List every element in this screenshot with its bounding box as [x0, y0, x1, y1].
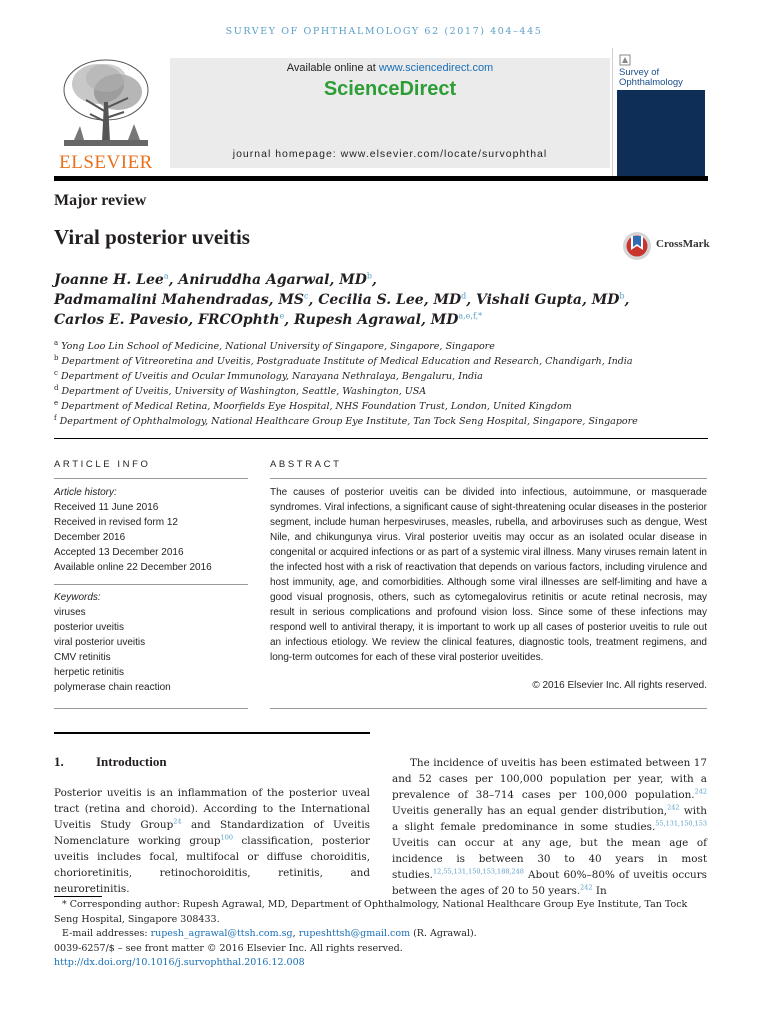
body-text: In	[592, 885, 607, 897]
author-2[interactable]	[178, 272, 372, 288]
affiliation-key: b	[54, 353, 59, 362]
footnote-rule	[54, 896, 102, 897]
abstract-copyright: © 2016 Elsevier Inc. All rights reserved.	[532, 680, 707, 691]
crossmark-badge[interactable]	[622, 228, 712, 264]
body-text: About 60%–80% of uveitis occurs between the ages of 20 to 50 years.	[392, 869, 707, 897]
elsevier-wordmark: ELSEVIER	[59, 152, 153, 173]
citation-ref[interactable]: 242	[694, 787, 707, 796]
abstract-bottom-rule	[270, 708, 707, 709]
cover-band	[617, 90, 705, 176]
affiliation-f	[54, 414, 708, 429]
affiliation-text: Department of Uveitis, University of Washington, Seattle, Washington, USA	[61, 386, 427, 397]
author-separator: ,	[308, 292, 319, 308]
author-4[interactable]	[318, 292, 466, 308]
author-1[interactable]	[54, 272, 169, 288]
body-text: with a slight female predominance in some studies.	[392, 805, 707, 833]
author-affiliation-marker[interactable]: e	[279, 311, 285, 321]
sciencedirect-banner	[170, 58, 610, 168]
article-title: Viral posterior uveitis	[54, 225, 250, 249]
article-info-heading: ARTICLE INFO	[54, 459, 151, 470]
abstract-heading: ABSTRACT	[270, 459, 342, 470]
section-rule	[54, 732, 370, 734]
journal-cover-thumbnail[interactable]	[612, 48, 708, 176]
keywords	[54, 590, 248, 695]
author-name: Rupesh Agrawal, MD	[293, 312, 459, 328]
citation-ref[interactable]: 242	[580, 883, 593, 892]
author-separator: ,	[466, 292, 476, 308]
author-separator: ,	[372, 272, 377, 288]
body-text: Uveitis can occur at any age, but the mean age of incidence is between 30 to 40 years in most studies.	[392, 837, 707, 881]
author-separator: ,	[168, 272, 179, 288]
sciencedirect-link[interactable]: www.sciencedirect.com	[378, 62, 494, 74]
history-available-online: Available online 22 December 2016	[54, 562, 212, 573]
author-separator: ,	[624, 292, 630, 308]
email-separator: ,	[292, 928, 299, 939]
affiliation-text: Yong Loo Lin School of Medicine, National University of Singapore, Singapore, Singapore	[61, 341, 495, 352]
keyword-item[interactable]: herpetic retinitis	[54, 667, 125, 678]
affiliation-text: Department of Uveitis and Ocular Immunology, Narayana Nethralaya, Bengaluru, India	[60, 371, 483, 382]
sciencedirect-logo[interactable]: ScienceDirect	[323, 78, 457, 100]
keyword-item[interactable]: polymerase chain reaction	[54, 682, 171, 693]
history-accepted: Accepted 13 December 2016	[54, 547, 184, 558]
footnotes	[54, 898, 708, 971]
keyword-item[interactable]: posterior uveitis	[54, 622, 125, 633]
keyword-item[interactable]: viruses	[54, 607, 86, 618]
affiliation-key: c	[54, 368, 58, 377]
author-name: Padmamalini Mahendradas, MS	[54, 292, 304, 308]
affiliation-key: d	[54, 383, 59, 392]
article-type: Major review	[54, 192, 147, 209]
article-info-bottom-rule	[54, 708, 248, 709]
crossmark-icon	[622, 228, 652, 264]
section-title: Introduction	[96, 754, 167, 769]
author-separator: ,	[284, 312, 294, 328]
author-name: Joanne H. Lee	[54, 272, 164, 288]
journal-masthead	[54, 48, 708, 176]
affiliation-key: a	[54, 338, 59, 347]
body-text: Uveitis generally has an equal gender distribution,	[392, 805, 668, 817]
masthead-rule	[54, 176, 708, 181]
elsevier-logo[interactable]	[54, 52, 158, 174]
citation-ref[interactable]: 24	[173, 817, 182, 826]
history-revised-date: December 2016	[54, 532, 126, 543]
author-3[interactable]	[54, 292, 308, 308]
cover-title-line-2: Ophthalmology	[619, 77, 683, 88]
intro-right-column	[392, 755, 707, 899]
keywords-rule	[54, 584, 248, 585]
section-number: 1.	[54, 754, 64, 769]
history-revised: Received in revised form 12	[54, 517, 178, 528]
affiliation-text: Department of Medical Retina, Moorfields Eye Hospital, NHS Foundation Trust, London, United Kingdom	[61, 401, 572, 412]
author-name: Cecilia S. Lee, MD	[318, 292, 462, 308]
body-text: The incidence of uveitis has been estimated between 17 and 52 cases per 100,000 population per year, with a prevalence of 38–714 cases per 100,000 population.	[392, 757, 707, 801]
citation-ref[interactable]: 55,131,150,153	[655, 819, 707, 828]
abstract-rule	[270, 478, 707, 479]
affiliation-key: e	[54, 398, 59, 407]
available-online-label: Available online at	[286, 62, 379, 74]
section-heading-introduction	[54, 754, 167, 770]
citation-ref[interactable]: 12,55,131,150,153,188,248	[432, 867, 524, 876]
author-affiliation-marker[interactable]: b	[619, 291, 625, 301]
header-rule	[54, 438, 708, 439]
affiliation-text: Department of Vitreoretina and Uveitis, Postgraduate Institute of Medical Education and Research, Chandigarh, India	[61, 356, 633, 367]
author-name: Carlos E. Pavesio, FRCOphth	[54, 312, 280, 328]
email-line	[54, 927, 708, 942]
cover-emblem-icon	[619, 54, 631, 66]
author-7[interactable]	[294, 312, 482, 328]
affiliation-b	[54, 354, 708, 369]
author-affiliation-marker[interactable]: a,e,f,*	[458, 311, 483, 321]
doi-link[interactable]: http://dx.doi.org/10.1016/j.survophthal.2016.12.008	[54, 957, 305, 968]
email-link[interactable]: rupesh_agrawal@ttsh.com.sg	[150, 928, 293, 939]
citation-ref[interactable]: 242	[667, 803, 680, 812]
email-link[interactable]: rupeshttsh@gmail.com	[298, 928, 411, 939]
affiliation-d	[54, 384, 708, 399]
keywords-label: Keywords:	[54, 592, 101, 603]
affiliation-text: Department of Ophthalmology, National Healthcare Group Eye Institute, Tan Tock Seng Hospital, Singapore, Singapore	[59, 416, 638, 427]
affiliation-key: f	[54, 413, 57, 422]
email-suffix: (R. Agrawal).	[410, 928, 477, 939]
body-text: and Standardization of Uveitis Nomenclature working group	[54, 819, 370, 847]
author-list	[54, 270, 708, 330]
keyword-item[interactable]: viral posterior uveitis	[54, 637, 146, 648]
author-affiliation-marker[interactable]: b	[366, 271, 373, 281]
abstract-text: The causes of posterior uveitis can be divided into infectious, autoimmune, or masquerade syndromes. Viral infections, a significant cause of sight-threatening ocular diseases in the posterior segment, include human herpesviruses, measles, rubella, and arboviruses such as dengue, West Nile, and chikungunya virus. Viral posterior uveitis may occur as an isolated ocular disease in congenital or acquired infections or as part of a systemic viral illness. Many viruses remain latent in the infected host with a risk of reactivation that depends on various factors, including virulence and host immunity, age, and comorbidities. Although some viral illnesses are self-limiting and have a good visual prognosis, others, such as cytomegalovirus retinitis or acute retinal necrosis, may result in serious complications and profound vision loss. Since some of these infections may respond well to antiviral therapy, it is important to work up all cases of posterior uveitis to rule out an infectious etiology. We review the clinical features, diagnostic tools, treatment regimens, and long-term outcomes for each of these viral posterior uveitides.	[270, 487, 707, 663]
affiliation-c	[54, 369, 708, 384]
crossmark-label: CrossMark	[656, 238, 710, 250]
cover-title	[619, 68, 683, 88]
author-6[interactable]	[54, 312, 284, 328]
author-affiliation-marker[interactable]: a	[163, 271, 169, 281]
author-5[interactable]	[476, 292, 625, 308]
article-history	[54, 485, 248, 575]
intro-left-column	[54, 785, 370, 897]
author-name: Aniruddha Agarwal, MD	[178, 272, 367, 288]
affiliation-e	[54, 399, 708, 414]
article-info-rule	[54, 478, 248, 479]
journal-homepage[interactable]: journal homepage: www.elsevier.com/locate/survophthal	[232, 148, 548, 160]
running-head: SURVEY OF OPHTHALMOLOGY 62 (2017) 404–445	[225, 26, 543, 37]
keyword-item[interactable]: CMV retinitis	[54, 652, 111, 663]
corresponding-author-note: * Corresponding author: Rupesh Agrawal, MD, Department of Ophthalmology, National Healthcare Group Eye Institute, Tan Tock Seng Hospital, Singapore 308433.	[54, 899, 688, 925]
body-text: classification, posterior uveitis includes focal, multifocal or diffuse choroiditis, chorioretinitis, retinochoroiditis, retinitis, and neuroretinitis.	[54, 835, 371, 895]
body-text: Posterior uveitis is an inflammation of the posterior uveal tract (retina and choroid). According to the International Uveitis Study Group	[54, 787, 370, 831]
available-online-line	[170, 62, 610, 74]
affiliation-list	[54, 339, 708, 429]
affiliation-a	[54, 339, 708, 354]
article-history-label: Article history:	[54, 487, 117, 498]
author-name: Vishali Gupta, MD	[475, 292, 620, 308]
email-label: E-mail addresses:	[62, 928, 151, 939]
author-affiliation-marker[interactable]: d	[461, 291, 467, 301]
history-received: Received 11 June 2016	[54, 502, 159, 513]
issn-line: 0039-6257/$ – see front matter © 2016 Elsevier Inc. All rights reserved.	[54, 942, 403, 954]
citation-ref[interactable]: 100	[220, 833, 233, 842]
cover-title-line-1: Survey of	[619, 67, 660, 78]
author-affiliation-marker[interactable]: c	[303, 291, 309, 301]
